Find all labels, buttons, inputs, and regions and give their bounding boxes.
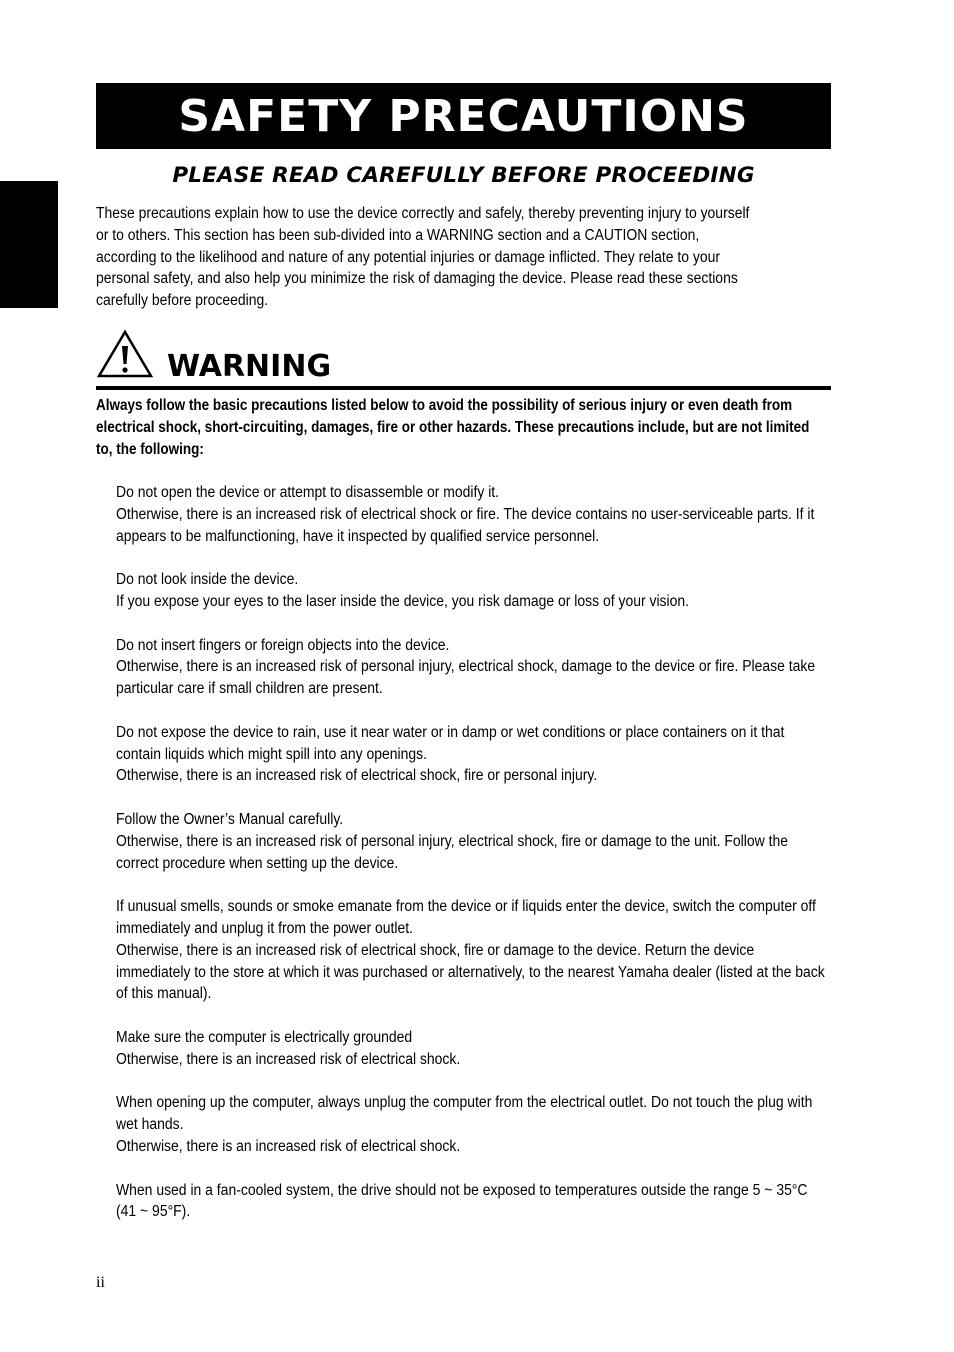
warning-item <box>116 635 827 700</box>
warning-item <box>116 1027 827 1071</box>
warning-item-detail: Otherwise, there is an increased risk of electrical shock, fire or damage to the device. Return the device immediately to the store at which it was purchased or alternatively, to the nearest Yamaha dealer (listed at the back of this manual). <box>116 941 825 1003</box>
warning-item-title: If unusual smells, sounds or smoke emanate from the device or if liquids enter the device, switch the computer off immediately and unplug it from the power outlet. <box>116 898 816 937</box>
warning-item-detail: Otherwise, there is an increased risk of personal injury, electrical shock, damage to the device or fire. Please take particular care if small children are present. <box>116 658 816 698</box>
warning-heading: WARNING <box>167 349 332 384</box>
page-subtitle: PLEASE READ CAREFULLY BEFORE PROCEEDING <box>172 163 755 188</box>
warning-item-detail: If you expose your eyes to the laser inside the device, you risk damage or loss of your vision. <box>116 592 690 610</box>
warning-item <box>116 809 827 874</box>
warning-item-detail: Otherwise, there is an increased risk of electrical shock, fire or personal injury. <box>116 767 598 785</box>
warning-divider <box>96 386 831 390</box>
warning-item <box>116 1092 827 1157</box>
page-number: ii <box>96 1274 105 1291</box>
warning-item <box>116 1180 827 1224</box>
warning-item-title: Do not open the device or attempt to disassemble or modify it. <box>116 484 500 501</box>
page-title: SAFETY PRECAUTIONS <box>96 83 831 149</box>
warning-list <box>116 482 827 1245</box>
warning-intro: Always follow the basic precautions listed below to avoid the possibility of serious injury or even death from electrical shock, short-circuiting, damages, fire or other hazards. These precautions include, but are not limited to, the following: <box>96 397 810 458</box>
side-tab-marker <box>0 181 58 308</box>
warning-item-title: Do not look inside the device. <box>116 571 299 589</box>
warning-item <box>116 482 827 547</box>
warning-item <box>116 569 827 613</box>
warning-item-detail: Otherwise, there is an increased risk of personal injury, electrical shock, fire or damage to the unit. Follow the correct procedure when setting up the device. <box>116 832 788 872</box>
intro-paragraph: These precautions explain how to use the device correctly and safely, thereby preventing injury to yourself or to others. This section has been sub-divided into a WARNING section and a CAUTION section, according to the likelihood and nature of any potential injuries or damage inflicted. They relate to your personal safety, and also help you minimize the risk of damaging the device. Please read these sections carefully before proceeding. <box>96 205 750 310</box>
warning-item <box>116 722 827 787</box>
warning-item-title: Make sure the computer is electrically grounded <box>116 1028 413 1046</box>
warning-item-title: Do not expose the device to rain, use it near water or in damp or wet conditions or place containers on it that contain liquids which might spill into any openings. <box>116 723 785 763</box>
warning-triangle-icon <box>96 328 154 380</box>
warning-item-detail: Otherwise, there is an increased risk of electrical shock. <box>116 1137 461 1155</box>
warning-item <box>116 896 827 1005</box>
warning-item-detail: Otherwise, there is an increased risk of electrical shock. <box>116 1050 461 1068</box>
warning-item-title: When opening up the computer, always unplug the computer from the electrical outlet. Do not touch the plug with wet hands. <box>116 1094 813 1134</box>
warning-item-detail: Otherwise, there is an increased risk of electrical shock or fire. The device contains no user-serviceable parts. If it appears to be malfunctioning, have it inspected by qualified service personnel. <box>116 505 815 545</box>
warning-item-title: When used in a fan-cooled system, the drive should not be exposed to temperatures outside the range 5 ~ 35°C (41 ~ 95°F). <box>116 1181 808 1221</box>
warning-item-title: Follow the Owner’s Manual carefully. <box>116 810 344 828</box>
warning-item-title: Do not insert fingers or foreign objects into the device. <box>116 636 450 654</box>
